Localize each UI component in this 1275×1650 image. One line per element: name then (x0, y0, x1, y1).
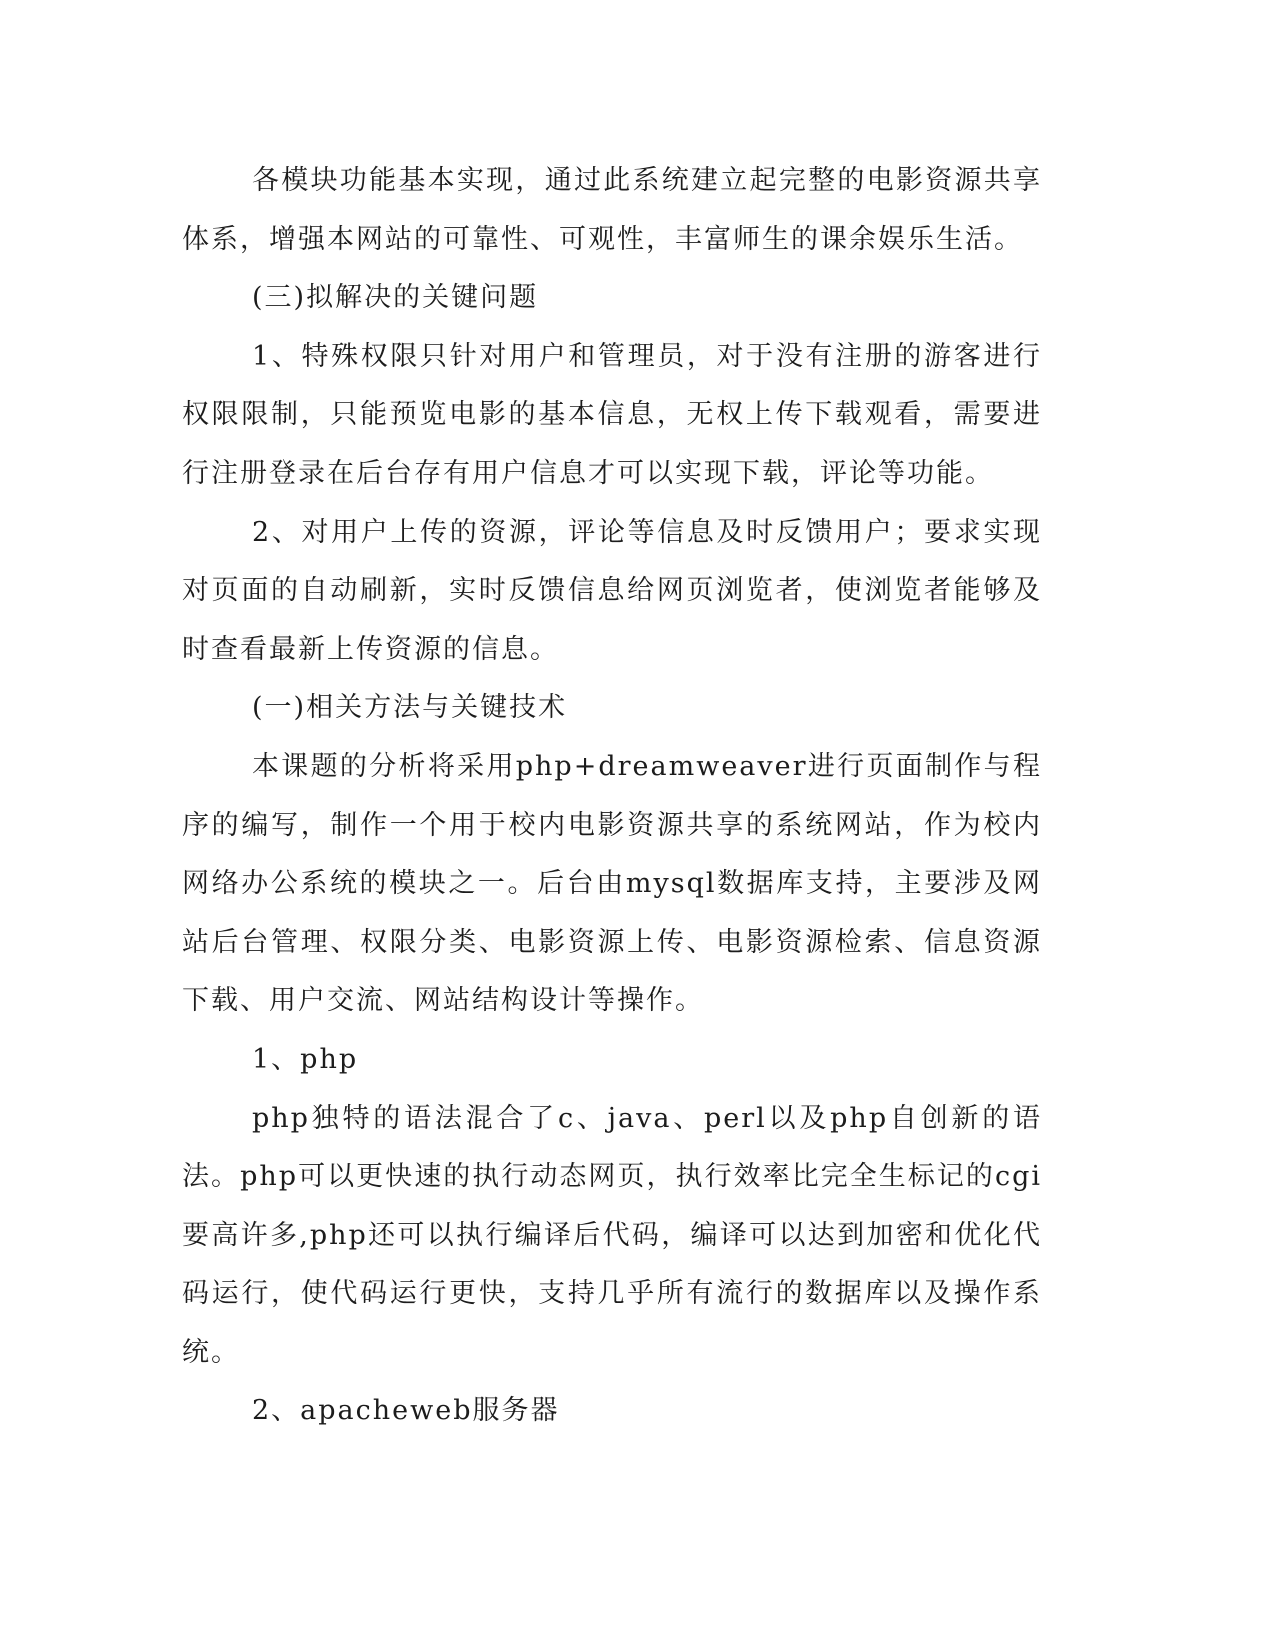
heading-apache: 2、apacheweb服务器 (252, 1395, 560, 1427)
paragraph-intro: 各模块功能基本实现，通过此系统建立起完整的电影资源共享体系，增强本网站的可靠性、可观性，丰富师生的课余娱乐生活。 (182, 165, 1042, 255)
heading-php: 1、php (252, 1043, 359, 1075)
paragraph-feedback: 2、对用户上传的资源，评论等信息及时反馈用户；要求实现对页面的自动刷新，实时反馈信息给网页浏览者，使浏览者能够及时查看最新上传资源的信息。 (182, 516, 1042, 665)
heading-key-problems: (三)拟解决的关键问题 (252, 282, 539, 314)
heading-methods: (一)相关方法与关键技术 (252, 692, 568, 724)
document-body (182, 152, 1042, 1441)
paragraph-methods: 本课题的分析将采用php+dreamweaver进行页面制作与程序的编写，制作一个用于校内电影资源共享的系统网站，作为校内网络办公系统的模块之一。后台由mysql数据库支持，主要涉及网站后台管理、权限分类、电影资源上传、电影资源检索、信息资源下载、用户交流、网站结构设计等操作。 (182, 750, 1042, 1017)
paragraph-php: php独特的语法混合了c、java、perl以及php自创新的语法。php可以更快速的执行动态网页，执行效率比完全生标记的cgi要高许多,php还可以执行编译后代码，编译可以达到加密和优化代码运行，使代码运行更快，支持几乎所有流行的数据库以及操作系统。 (182, 1102, 1042, 1368)
paragraph-permissions: 1、特殊权限只针对用户和管理员，对于没有注册的游客进行权限限制，只能预览电影的基本信息，无权上传下载观看，需要进行注册登录在后台存有用户信息才可以实现下载，评论等功能。 (182, 340, 1042, 489)
